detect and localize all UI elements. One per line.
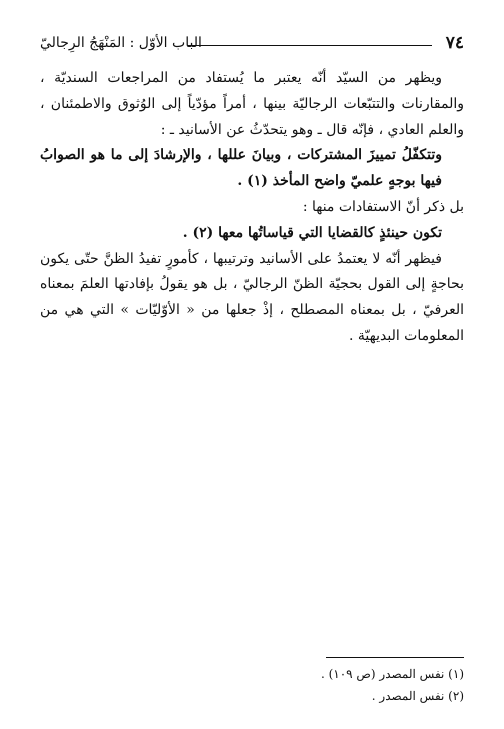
paragraph-1: ويظهر من السيّد أنّه يعتبر ما يُستفاد من المراجعات السنديّة ، والمقارنات والتتبّعات الرجاليّة بينها ، أمراً مؤدّياً إلى الوُثوق والاطمئنان ، والعلم العادي ، فإنّه قال ـ وهو يتحدّثُ عن الأسانيد ـ : <box>40 70 464 138</box>
chapter-title: الباب الأوّل : المَنْهَجُ الرِجاليّ <box>40 35 202 51</box>
running-head <box>40 33 464 57</box>
quote-1: وتتكفّلُ تمييزَ المشتركات ، وبيانَ عللها ، والإرشادَ إلى ما هو الصوابُ فيها بوجهٍ علميّ واضح المأخذ (١) . <box>40 147 442 190</box>
paragraph-2: بل ذكر أنّ الاستفادات منها : <box>302 198 464 215</box>
quote-2: تكون حينئذٍ كالقضايا التي قياساتُها معها (٢) . <box>182 224 442 241</box>
footnote-2: (٢) نفس المصدر . <box>371 689 464 703</box>
footnote-1: (١) نفس المصدر (ص ١٠٩) . <box>320 667 464 681</box>
paragraph-3: فيظهر أنّه لا يعتمدُ على الأسانيد وترتيبها ، كأمورٍ تفيدُ الظنَّ حتّى يكون بحاجةٍ إلى القول بحجيّة الظنّ الرجاليّ ، بل هو يقولُ بإفادتها العلمَ بمعناه العرفيّ ، بل بمعناه المصطلح ، إذْ جعلها من « الأوّليّات » التي هي من المعلومات البديهيّة . <box>40 250 464 344</box>
footnote-rule <box>326 657 464 658</box>
body-text <box>40 66 464 350</box>
page-number: ٧٤ <box>445 33 464 53</box>
header-rule <box>188 45 432 46</box>
footnotes <box>164 663 464 707</box>
